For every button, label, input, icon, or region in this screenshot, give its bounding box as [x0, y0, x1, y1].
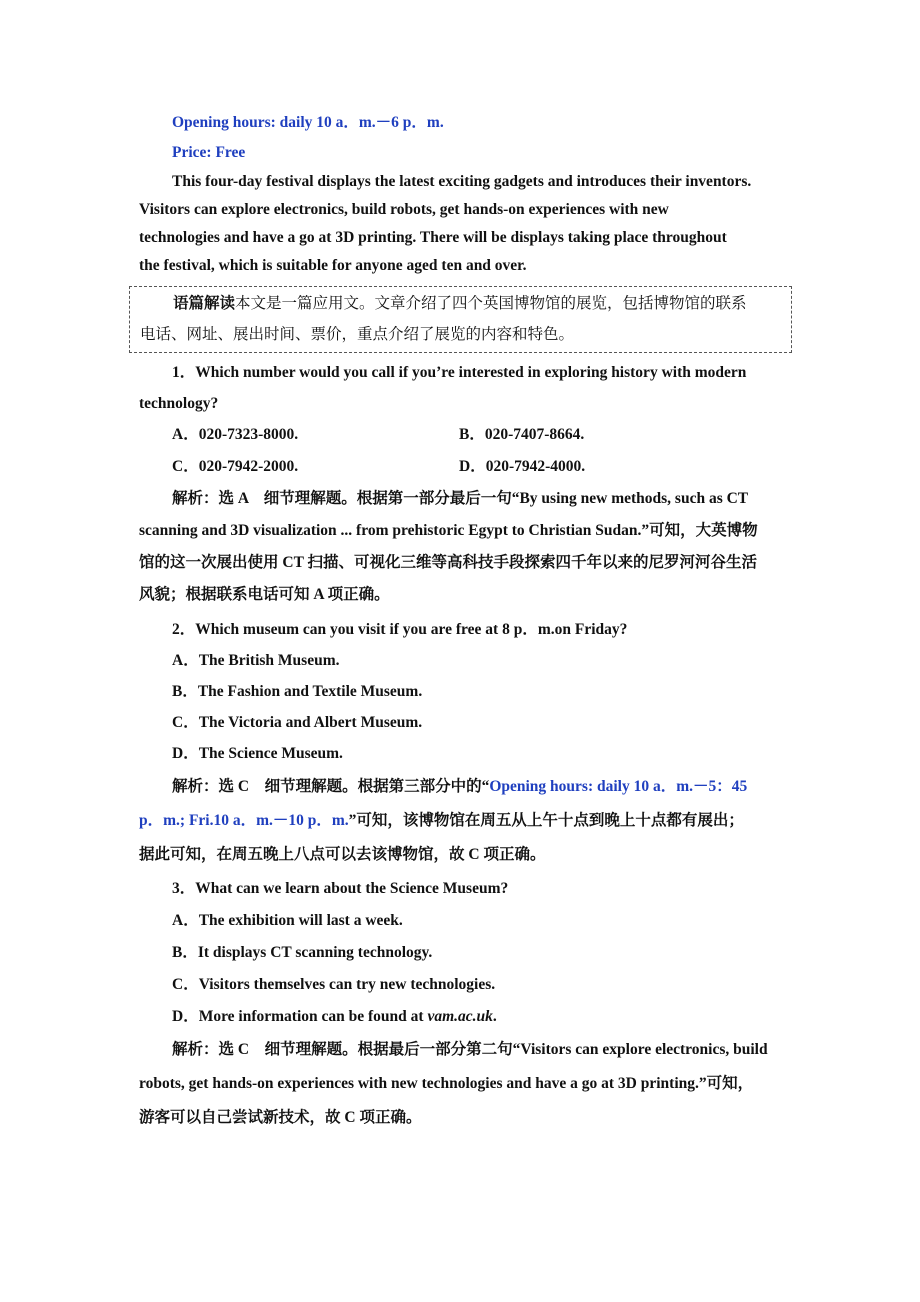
answer-line: 据此可知，在周五晚上八点可以去该博物馆，故 C 项正确。 — [139, 846, 546, 863]
option-d — [139, 1001, 782, 1033]
option-d: D．The Science Museum. — [172, 745, 343, 762]
answer-line — [139, 769, 782, 804]
answer-quote: p．m.; Fri.10 a．m.－10 p．m. — [139, 812, 349, 829]
option-text: . — [492, 1008, 497, 1025]
question-stem: 2．Which museum can you visit if you are free at 8 p．m.on Friday? — [172, 621, 628, 638]
question-2 — [139, 614, 782, 872]
passage-line: the festival, which is suitable for anyone aged ten and over. — [139, 257, 527, 274]
option-a: A．The British Museum. — [172, 652, 340, 669]
option-a: A．020-7323-8000. — [172, 426, 299, 443]
option-row — [139, 419, 782, 451]
passage-line: This four-day festival displays the latest exciting gadgets and introduces their inventors. — [172, 173, 752, 190]
option-c: C．020-7942-2000. — [172, 458, 299, 475]
answer-line: 风貌；根据联系电话可知 A 项正确。 — [139, 586, 390, 603]
passage-line: Visitors can explore electronics, build robots, get hands-on experiences with new — [139, 201, 669, 218]
analysis-label: 语篇解读 — [173, 295, 236, 312]
question-stem: technology? — [139, 395, 219, 412]
option-text: D．More information can be found at — [172, 1008, 428, 1025]
answer-line: scanning and 3D visualization ... from prehistoric Egypt to Christian Sudan.”可知，大英博物 — [139, 522, 758, 539]
opening-hours: Opening hours: daily 10 a．m.－6 p．m. — [172, 114, 444, 131]
option-row — [139, 451, 782, 483]
analysis-text: 本文是一篇应用文。文章介绍了四个英国博物馆的展览，包括博物馆的联系 — [235, 295, 747, 312]
document-page — [139, 108, 782, 1135]
option-d: D．020-7942-4000. — [459, 458, 586, 475]
question-3 — [139, 873, 782, 1135]
option-a: A．The exhibition will last a week. — [172, 912, 403, 929]
answer-line: robots, get hands-on experiences with new technologies and have a go at 3D printing.”可知， — [139, 1075, 754, 1092]
option-b: B．The Fashion and Textile Museum. — [172, 683, 423, 700]
analysis-line: 电话、网址、展出时间、票价，重点介绍了展览的内容和特色。 — [140, 326, 575, 343]
analysis-box — [129, 286, 792, 353]
website-link: vam.ac.uk — [427, 1008, 493, 1025]
option-c: C．Visitors themselves can try new technologies. — [172, 976, 496, 993]
option-b: B．020-7407-8664. — [459, 426, 585, 443]
answer-line: 馆的这一次展出使用 CT 扫描、可视化三维等高科技手段探索四千年以来的尼罗河河谷生活 — [139, 554, 758, 571]
analysis-line — [140, 288, 781, 319]
option-b: B．It displays CT scanning technology. — [172, 944, 433, 961]
answer-line — [139, 804, 782, 838]
answer-text: ”可知，该博物馆在周五从上午十点到晚上十点都有展出； — [348, 812, 744, 829]
answer-line: 游客可以自己尝试新技术，故 C 项正确。 — [139, 1109, 422, 1126]
answer-line: 解析：选 A 细节理解题。根据第一部分最后一句“By using new methods, such as CT — [172, 490, 749, 507]
passage-line: technologies and have a go at 3D printing. There will be displays taking place throughout — [139, 229, 727, 246]
price: Price: Free — [172, 144, 246, 161]
answer-line: 解析：选 C 细节理解题。根据最后一部分第二句“Visitors can explore electronics, build — [172, 1041, 768, 1058]
answer-text: 解析：选 C 细节理解题。根据第三部分中的“ — [172, 778, 490, 795]
question-1 — [139, 357, 782, 611]
answer-quote: Opening hours: daily 10 a．m.－5：45 — [489, 778, 748, 795]
question-stem: 1．Which number would you call if you’re interested in exploring history with modern — [172, 364, 747, 381]
question-stem: 3．What can we learn about the Science Museum? — [172, 880, 509, 897]
option-c: C．The Victoria and Albert Museum. — [172, 714, 423, 731]
passage — [139, 168, 782, 280]
